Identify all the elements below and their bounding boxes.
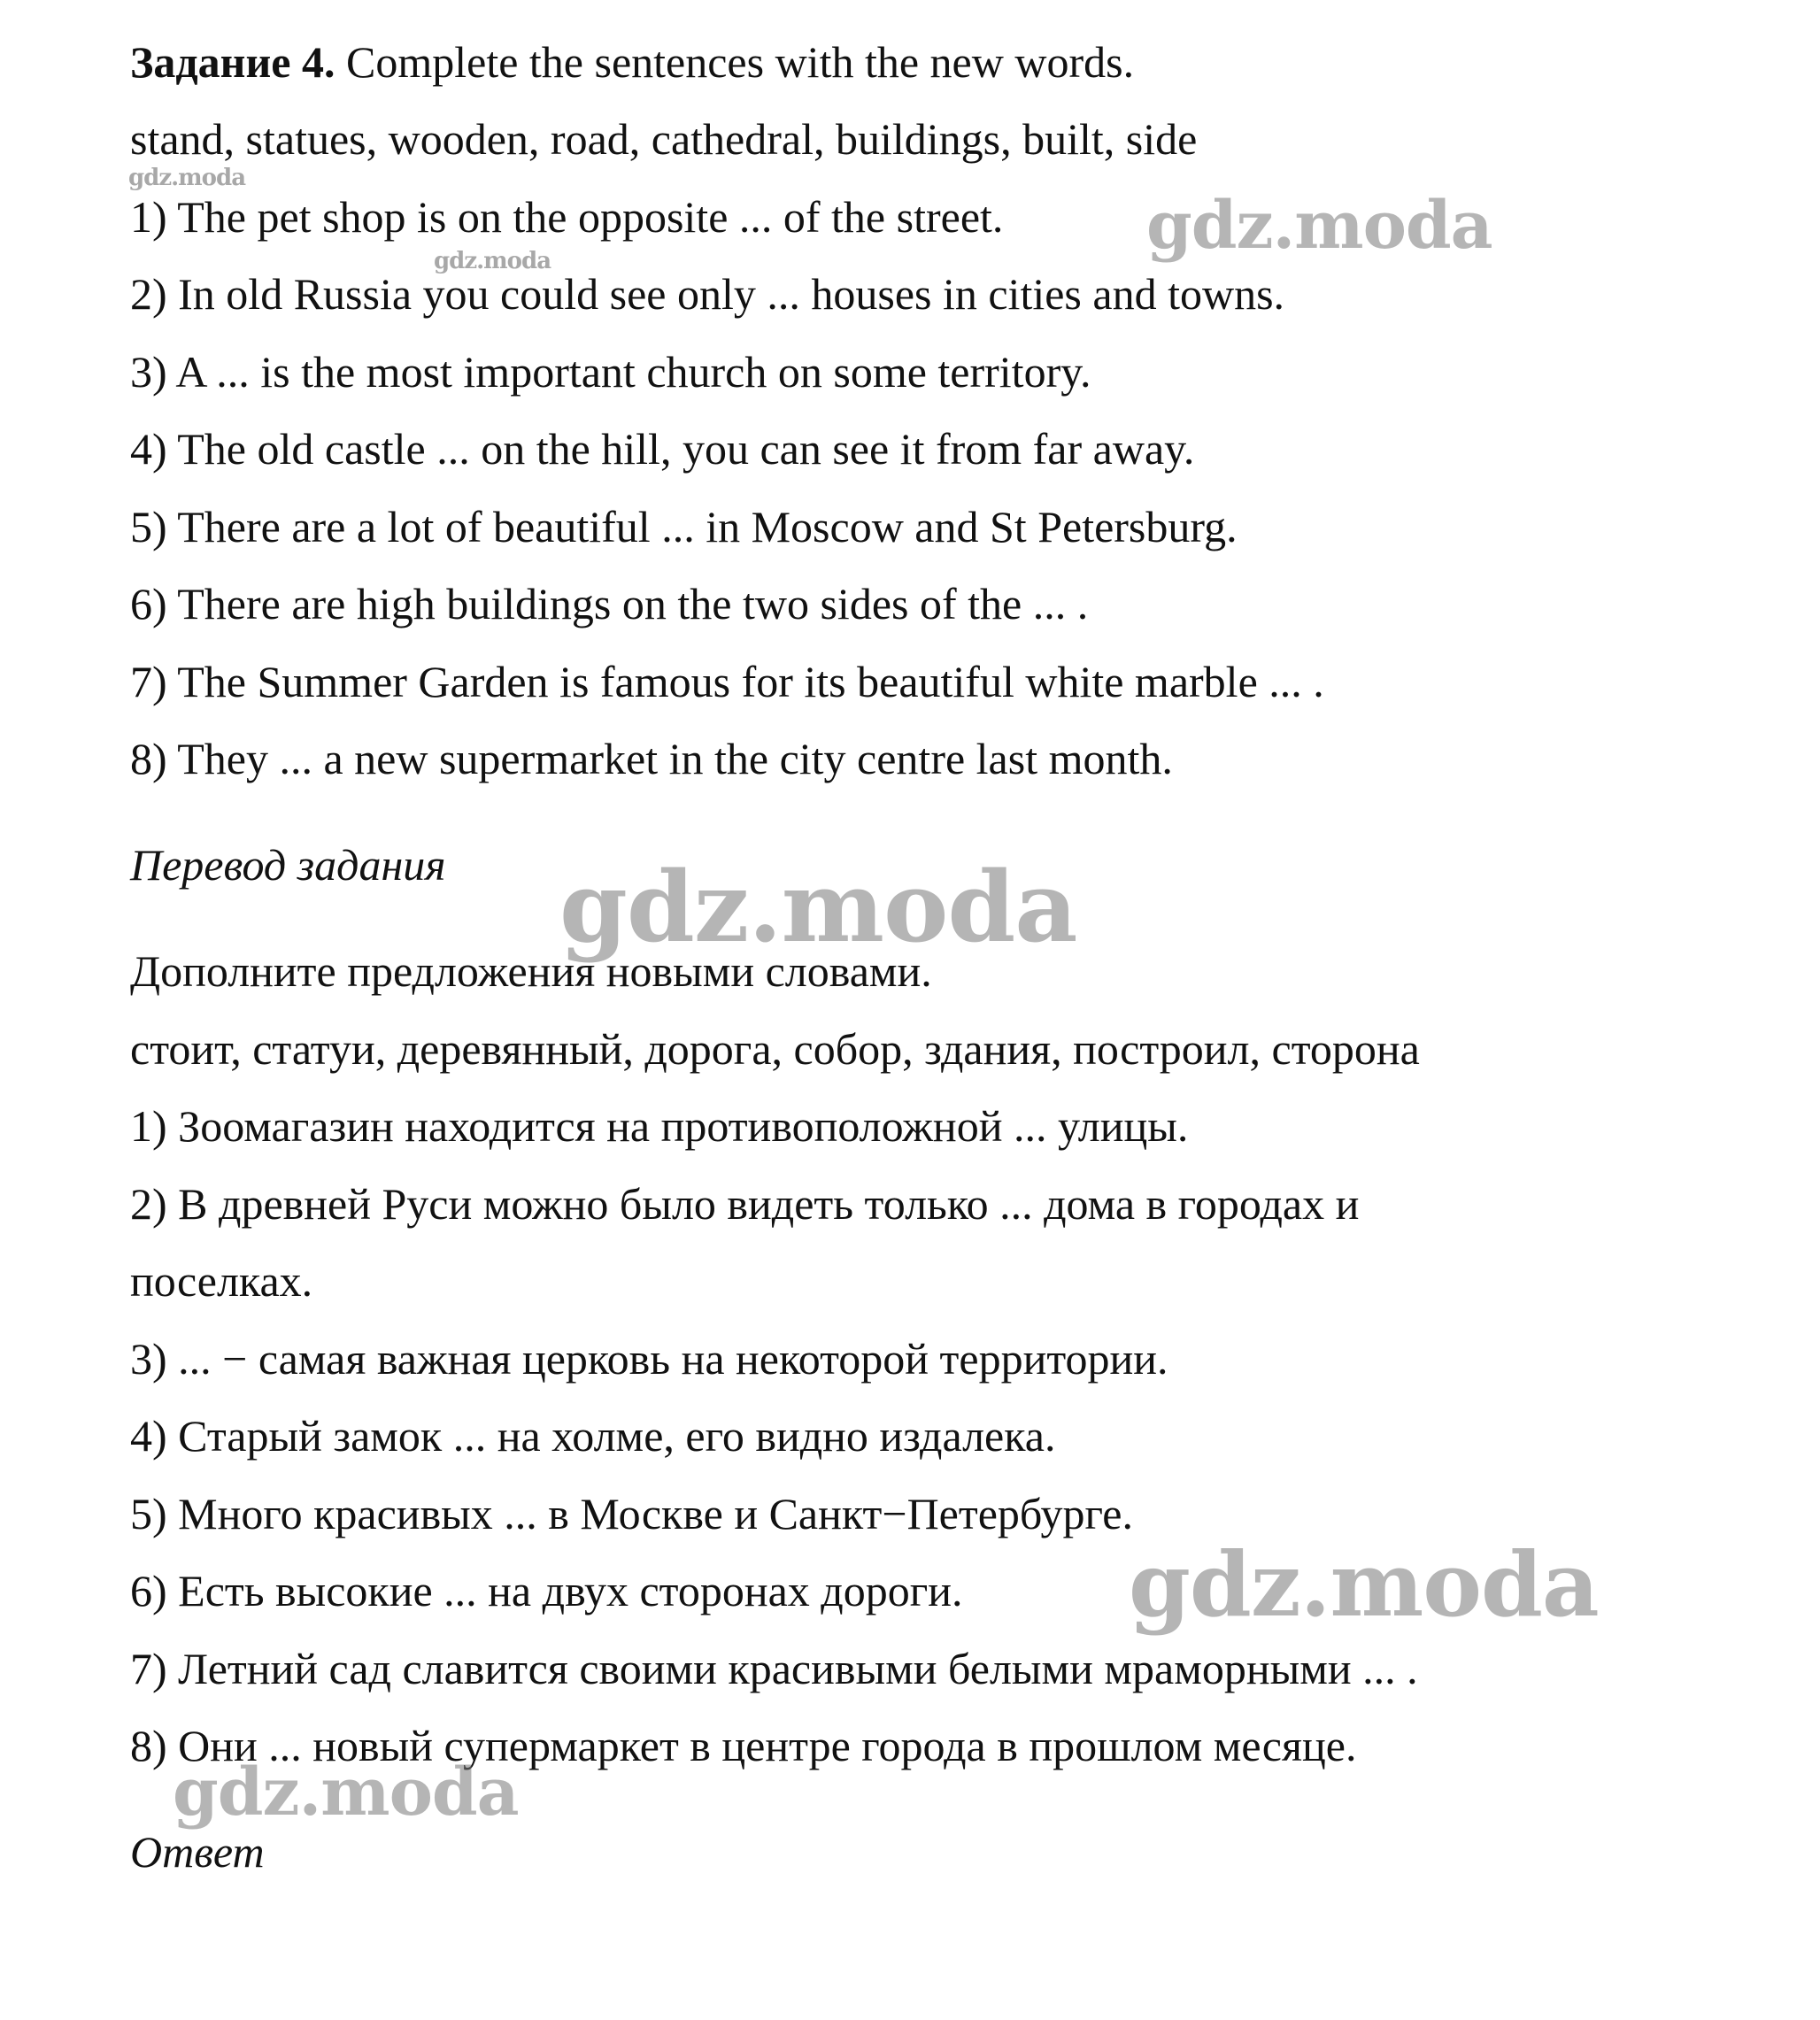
sentence-7: 7) The Summer Garden is famous for its beautiful white marble ... . bbox=[130, 657, 1324, 706]
watermark-large-3: gdz.moda bbox=[1129, 1532, 1599, 1637]
translation-sentence-8: 8) Они ... новый супермаркет в центре города в прошлом месяце. bbox=[130, 1721, 1357, 1770]
translation-sentence-7: 7) Летний сад славится своими красивыми белыми мраморными ... . bbox=[130, 1644, 1418, 1693]
watermark-large-1: gdz.moda bbox=[1146, 188, 1492, 264]
translation-instruction: Дополните предложения новыми словами. bbox=[130, 946, 932, 996]
task-header bbox=[130, 35, 1134, 89]
translation-sentence-3: 3) ... − самая важная церковь на некоторой территории. bbox=[130, 1334, 1168, 1384]
translation-sentence-4: 4) Старый замок ... на холме, его видно издалека. bbox=[130, 1411, 1056, 1461]
translation-sentence-6: 6) Есть высокие ... на двух сторонах дороги. bbox=[130, 1566, 963, 1615]
sentence-4: 4) The old castle ... on the hill, you can see it from far away. bbox=[130, 424, 1195, 474]
translation-sentence-2: 2) В древней Руси можно было видеть только ... дома в городах и bbox=[130, 1179, 1360, 1229]
answer-heading: Ответ bbox=[130, 1827, 265, 1877]
sentence-6: 6) There are high buildings on the two sides of the ... . bbox=[130, 579, 1089, 628]
sentence-8: 8) They ... a new supermarket in the city centre last month. bbox=[130, 734, 1173, 783]
sentence-3: 3) A ... is the most important church on some territory. bbox=[130, 347, 1091, 397]
sentence-1: 1) The pet shop is on the opposite ... of the street. bbox=[130, 192, 1004, 242]
watermark-large-4: gdz.moda bbox=[173, 1754, 519, 1831]
translation-sentence-1: 1) Зоомагазин находится на противоположной ... улицы. bbox=[130, 1101, 1189, 1151]
word-bank: stand, statues, wooden, road, cathedral, buildings, built, side bbox=[130, 114, 1198, 164]
sentence-5: 5) There are a lot of beautiful ... in Moscow and St Petersburg. bbox=[130, 502, 1238, 551]
translation-heading: Перевод задания bbox=[130, 840, 446, 890]
translation-word-bank: стоит, статуи, деревянный, дорога, собор, здания, построил, сторона bbox=[130, 1024, 1420, 1074]
watermark-small-2: gdz.moda bbox=[434, 248, 551, 274]
translation-sentence-2-cont: поселках. bbox=[130, 1256, 313, 1306]
watermark-small-1: gdz.moda bbox=[128, 165, 246, 191]
sentence-2: 2) In old Russia you could see only ... houses in cities and towns. bbox=[130, 269, 1285, 319]
task-label: Задание 4. bbox=[130, 37, 335, 87]
translation-sentence-5: 5) Много красивых ... в Москве и Санкт−Петербурге. bbox=[130, 1489, 1133, 1538]
task-instruction: Complete the sentences with the new words. bbox=[346, 37, 1135, 87]
watermark-large-2: gdz.moda bbox=[559, 850, 1077, 964]
